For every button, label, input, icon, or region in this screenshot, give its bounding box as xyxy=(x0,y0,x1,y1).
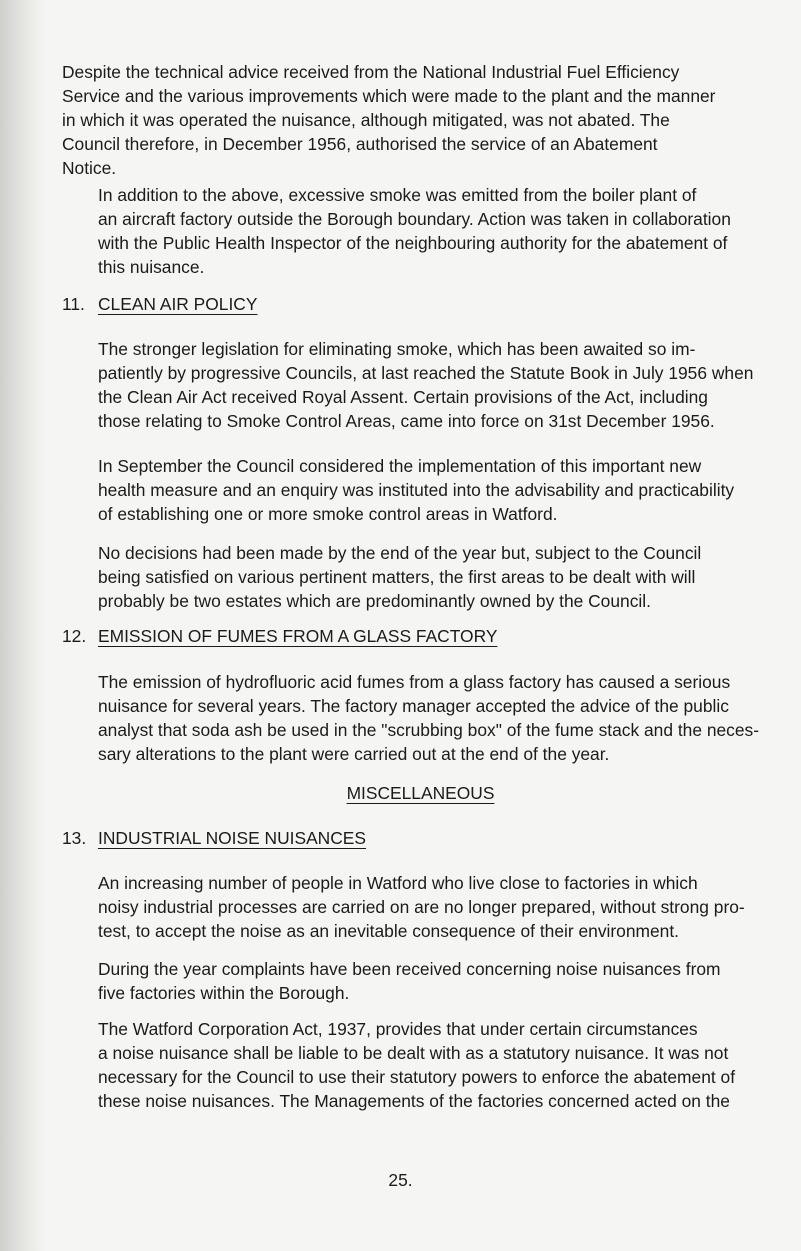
section-13-title: INDUSTRIAL NOISE NUISANCES xyxy=(98,828,366,848)
miscellaneous-heading xyxy=(0,781,801,805)
section-12-number: 12. xyxy=(62,626,87,646)
section-13-number: 13. xyxy=(62,828,87,848)
intro-paragraph: Despite the technical advice received from the National Industrial Fuel Efficiency Service and the various improvements which were made to the plant and the manner in which it was operated the nuisance, although mitigated, was not abated. The Council therefore, in December 1956, authorised the service of an Abatement Notice. xyxy=(62,62,716,178)
page-number: 25. xyxy=(388,1170,413,1190)
section-11-title: CLEAN AIR POLICY xyxy=(98,294,258,314)
scan-edge-shadow xyxy=(0,0,46,1251)
section-13-paragraph-3: The Watford Corporation Act, 1937, provides that under certain circumstances a noise nuisance shall be liable to be dealt with as a statutory nuisance. It was not necessary for the Council to use their statutory powers to enforce the abatement of these noise nuisances. The Managements of the factories concerned acted on the xyxy=(98,1019,736,1111)
section-12-title: EMISSION OF FUMES FROM A GLASS FACTORY xyxy=(98,626,498,646)
section-12-paragraph-1: The emission of hydrofluoric acid fumes from a glass factory has caused a serious nuisance for several years. The factory manager accepted the advice of the public analyst that soda ash be used in the "scrubbing box" of the fume stack and the neces- sary alterations to the plant were carried out at the end of the year. xyxy=(98,672,760,764)
section-11-paragraph-1: The stronger legislation for eliminating smoke, which has been awaited so im- patiently by progressive Councils, at last reached the Statute Book in July 1956 when the Clean Air Act received Royal Assent. Certain provisions of the Act, including those relating to Smoke Control Areas, came into force on 31st December 1956. xyxy=(98,339,754,431)
section-11-paragraph-3: No decisions had been made by the end of the year but, subject to the Council being satisfied on various pertinent matters, the first areas to be dealt with will probably be two estates which are predominantly owned by the Council. xyxy=(98,543,702,611)
miscellaneous-heading-text: MISCELLANEOUS xyxy=(346,783,495,803)
section-13-paragraph-2: During the year complaints have been received concerning noise nuisances from five factories within the Borough. xyxy=(98,959,721,1003)
section-11-paragraph-2: In September the Council considered the implementation of this important new health measure and an enquiry was instituted into the advisability and practicability of establishing one or more smoke control areas in Watford. xyxy=(98,456,735,524)
section-13-paragraph-1: An increasing number of people in Watford who live close to factories in which noisy industrial processes are carried on are no longer prepared, without strong pro- test, to accept the noise as an inevitable consequence of their environment. xyxy=(98,873,745,941)
aircraft-factory-paragraph: In addition to the above, excessive smoke was emitted from the boiler plant of an aircraft factory outside the Borough boundary. Action was taken in collaboration with the Public Health Inspector of the neighbouring authority for the abatement of this nuisance. xyxy=(98,185,731,277)
section-11-number: 11. xyxy=(62,294,85,314)
